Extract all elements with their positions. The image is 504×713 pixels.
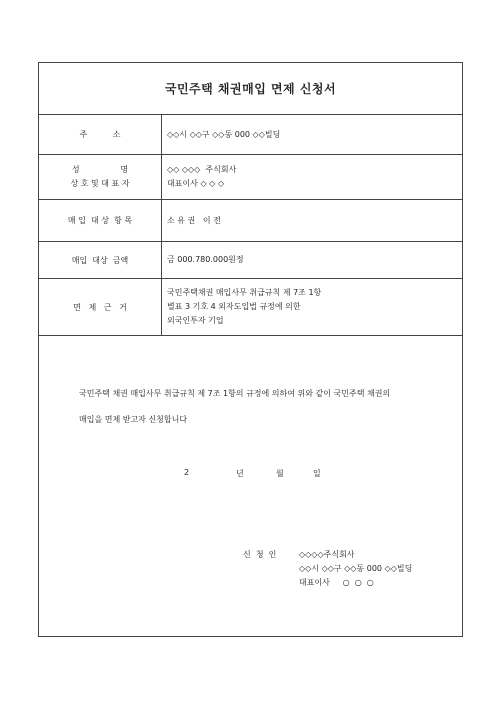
value-address <box>162 115 462 154</box>
row-item <box>39 200 462 242</box>
value-basis-line2: 별표 3 기호 4 외자도입법 규정에 의한 <box>167 302 301 311</box>
label-amount <box>39 242 162 278</box>
label-address-text: 주 소 <box>79 130 121 139</box>
date-year-unit: 년 <box>236 469 244 478</box>
body-line-2: 매입을 면제 받고자 신청합니다 <box>79 415 188 424</box>
row-name <box>39 155 462 200</box>
applicant-rep: 대표이사 ○ ○ ○ <box>299 578 374 587</box>
label-address <box>39 115 162 154</box>
form-title: 국민주택 채권매입 면제 신청서 <box>39 63 462 115</box>
applicant-label: 신 청 인 <box>243 550 277 559</box>
label-name-text: 성 명 <box>71 165 129 174</box>
value-basis-line3: 외국인투자 기업 <box>167 316 224 325</box>
label-item <box>39 200 162 241</box>
date-year: 2 <box>184 468 190 477</box>
value-rep-text: 대표이사 ◇ ◇ ◇ <box>167 179 224 188</box>
label-rep-text: 상 호 및 대 표 자 <box>70 179 130 188</box>
value-name <box>162 155 462 199</box>
label-amount-text: 매입 대상 금액 <box>71 255 129 265</box>
value-basis <box>162 279 462 335</box>
body-line-1: 국민주택 채권 매입사무 취급규칙 제 7조 1항의 규정에 의하여 위와 같이 국민주택 채권의 <box>79 389 391 398</box>
row-address <box>39 115 462 155</box>
value-amount-text: 금 000.780.000원정 <box>167 255 244 264</box>
row-basis <box>39 279 462 336</box>
value-basis-line1: 국민주택채권 매입사무 취급규칙 제 7조 1항 <box>167 288 322 297</box>
value-company-text: ◇◇ ◇◇◇ 주식회사 <box>167 165 237 174</box>
label-basis <box>39 279 162 335</box>
value-amount <box>162 242 462 278</box>
applicant-address: ◇◇시 ◇◇구 ◇◇동 000 ◇◇빌딩 <box>299 564 413 573</box>
applicant-company: ◇◇◇◇주식회사 <box>299 550 355 559</box>
label-basis-text: 면 제 근 거 <box>73 302 127 312</box>
label-name <box>39 155 162 199</box>
date-month-unit: 월 <box>276 469 284 478</box>
application-form <box>38 62 463 637</box>
row-amount <box>39 242 462 279</box>
date-day-unit: 일 <box>313 469 321 478</box>
label-item-text: 매 입 대 상 항 목 <box>67 216 133 225</box>
value-item <box>162 200 462 241</box>
value-address-text: ◇◇시 ◇◇구 ◇◇동 000 ◇◇빌딩 <box>167 129 281 139</box>
value-item-text: 소 유 권 이 전 <box>167 215 221 225</box>
